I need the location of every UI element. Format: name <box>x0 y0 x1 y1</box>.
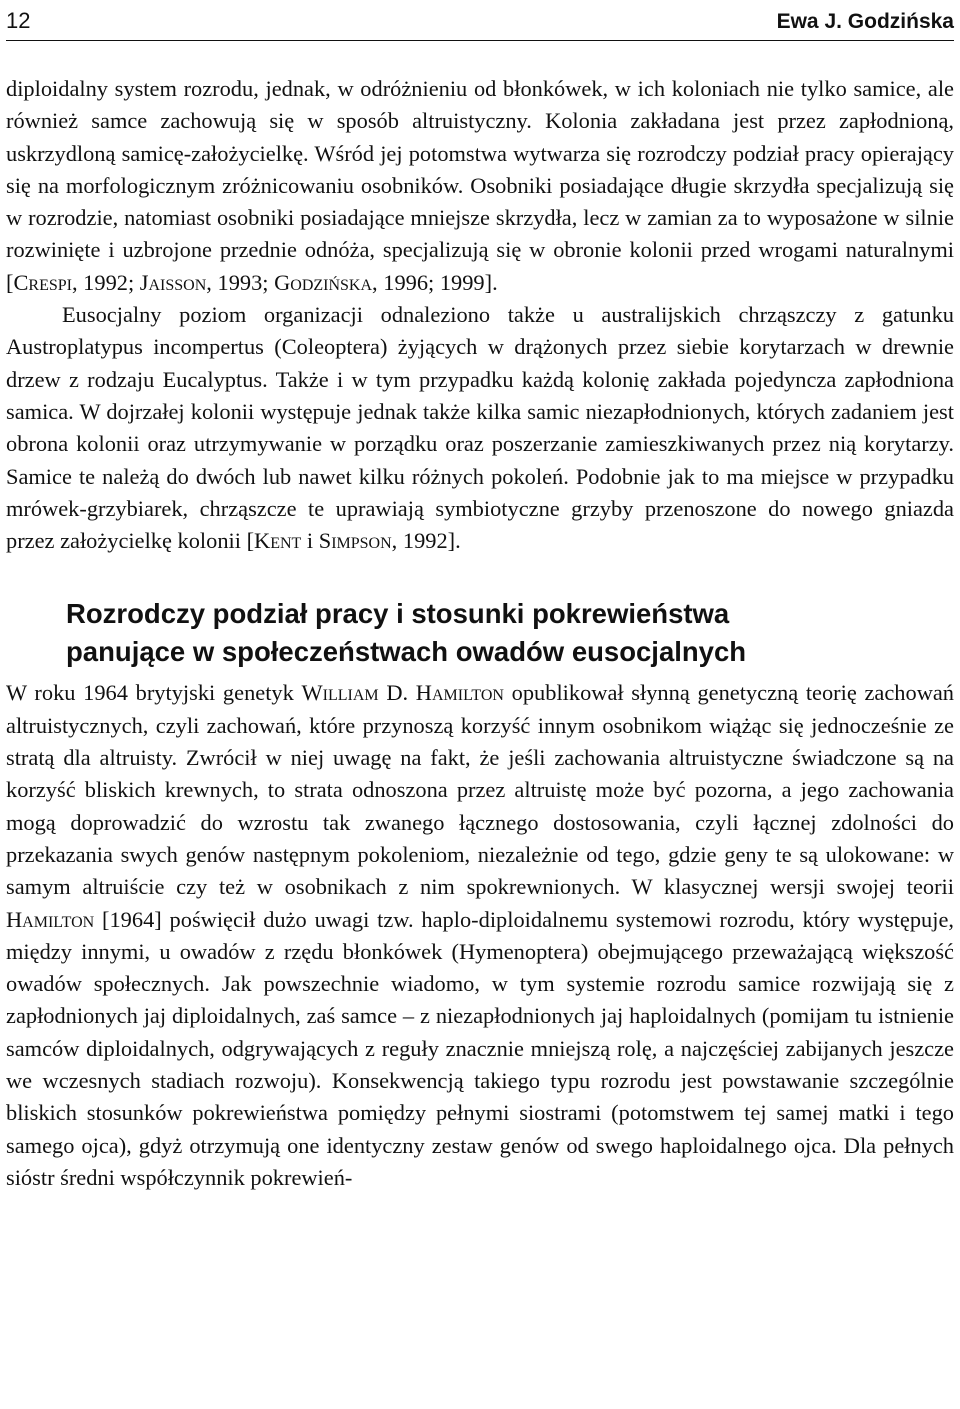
genus-name: Eucalyptus <box>162 366 263 392</box>
body-text <box>6 73 954 1194</box>
running-head-author: Ewa J. Godzińska <box>776 10 954 33</box>
paragraph-3-text-c: [1964] poświęcił dużo uwagi tzw. haplo-diploidalnemu systemowi rozrodu, który występuje, między innymi, u owadów z rzędu błonkówek ( <box>6 906 954 964</box>
citation-crespi-year: , 1992; <box>71 269 140 295</box>
citation-separator: i <box>301 528 319 554</box>
paragraph-2-text-d: . Także i w tym przypadku każdą kolonię zakłada pojedyncza zapłodniona samica. W dojrzałej kolonii występuje jednak także kilka samic niezapłodnionych, których zadaniem jest obrona kolonii oraz utrzymywanie w porządku oraz poszerzanie zamieszkiwanych przez nią korytarzy. Samice te należą do dwóch lub nawet kilku różnych pokoleń. Podobnie jak to ma miejsce w przypadku mrówek-grzybiarek, chrząszcze te uprawiają symbiotyczne grzyby przenoszone do nowego gniazda przez założycielkę kolonii [ <box>6 366 954 554</box>
section-heading <box>66 595 954 671</box>
paragraph-3-text-b: opublikował słynną genetyczną teorię zachowań altruistycznych, czyli zachowań, które przynoszą korzyść innym osobnikom wiążąc się jednocześnie ze stratą dla altruisty. Zwrócił w niej uwagę na fakt, że jeśli zachowania altruistyczne świadczone są na korzyść bliskich krewnych, to strata odnoszona przez altruistę może być pozorna, a jego zachowania mogą doprowadzić do wzrostu tak zwanego łącznego dostosowania, czyli łącznej zdolności do przekazania swych genów następnym pokoleniom, niezależnie od tego, gdzie geny te są ulokowane: w samym altruiście czy też w osobnikach z nim spokrewnionych. W klasycznej wersji swojej teorii <box>6 680 954 900</box>
citation-simpson: Simpson <box>318 528 392 554</box>
citation-kent: Kent <box>254 528 302 554</box>
page-number: 12 <box>6 8 31 33</box>
citation-jaisson: Jaisson <box>139 269 207 295</box>
species-name: Austroplatypus incompertus <box>6 334 264 360</box>
paragraph-3 <box>6 677 954 1194</box>
citation-godzinska-years: , 1996; 1999]. <box>372 269 498 295</box>
citation-godzinska: Godzińska <box>274 269 373 295</box>
citation-jaisson-year: , 1993; <box>206 269 275 295</box>
paragraph-3-text-d: ) obejmującego przeważającą większość owadów społecznych. Jak powszechnie wiadomo, w tym systemie rozrodu samice rozwijają się z zapłodnionych jaj diploidalnych, zaś samce – z niezapłodnionych jaj haploidalnych (pomijam tu istnienie samców diploidalnych, odgrywających z reguły znacznie mniejszą rolę, a najczęściej zabijanych jeszcze we wczesnych stadiach rozwoju). Konsekwencją takiego typu rozrodu jest powstawanie szczególnie bliskich stosunków pokrewieństwa pomiędzy pełnymi siostrami (potomstwem tej samej matki i tego samego ojca), gdyż otrzymują one identyczny zestaw genów od swego haploidalnego ojca. Dla pełnych sióstr średni współczynnik pokrewień- <box>6 938 954 1190</box>
citation-hamilton: Hamilton <box>6 906 95 932</box>
paragraph-2-text-b: ( <box>263 334 282 360</box>
order-name-coleoptera: Coleoptera <box>281 334 380 360</box>
section-heading-line-1: Rozrodczy podział pracy i stosunki pokrewieństwa <box>66 598 730 630</box>
person-name-hamilton: William D. Hamilton <box>301 680 504 706</box>
paragraph-2 <box>6 299 954 557</box>
paragraph-2-text-a: Eusocjalny poziom organizacji odnaleziono także u australijskich chrząszczy z gatunku <box>62 302 954 328</box>
paragraph-3-text-a: W roku 1964 brytyjski genetyk <box>6 680 302 706</box>
order-name-hymenoptera: Hymenoptera <box>458 938 581 964</box>
paragraph-1-text: diploidalny system rozrodu, jednak, w odróżnieniu od błonkówek, w ich koloniach nie tylko samice, ale również samce zachowują się w sposób altruistyczny. Kolonia zakładana jest przez zapłodnioną, uskrzydloną samicę-założycielkę. Wśród jej potomstwa wytwarza się rozrodczy podział pracy opierający się na morfologicznym zróżnicowaniu osobników. Osobniki posiadające długie skrzydła specjalizują się w rozrodzie, natomiast osobniki posiadające mniejsze skrzydła, lecz w zamian za to wyposażone w silnie rozwinięte i uzbrojone przednie odnóża, specjalizują się w obronie kolonii przed wrogami naturalnymi [ <box>6 76 954 295</box>
running-header <box>6 0 954 41</box>
citation-crespi: Crespi <box>13 269 72 295</box>
paragraph-2-text-c: ) żyjących w drążonych przez siebie korytarzach w drewnie drzew z rodzaju <box>6 334 954 392</box>
citation-simpson-year: , 1992]. <box>391 528 461 554</box>
section-heading-line-2: panujące w społeczeństwach owadów eusocjalnych <box>66 636 747 668</box>
paragraph-1 <box>6 73 954 299</box>
